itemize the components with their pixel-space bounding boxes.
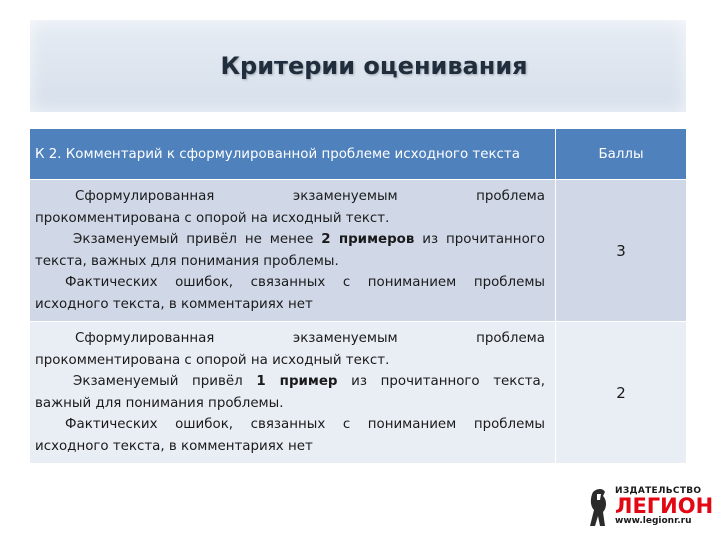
criterion-text: из прочитанного текста, важный для понимания проблемы. xyxy=(35,374,546,411)
criterion-header: К 2. Комментарий к сформулированной проблеме исходного текста xyxy=(30,129,556,180)
criterion-paragraph: Сформулированная экзаменуемым проблема прокомментирована с опорой на исходный текст. xyxy=(35,189,545,226)
criterion-text: из прочитанного текста, важных для понимания проблемы. xyxy=(35,232,545,269)
score-cell: 2 xyxy=(556,322,687,464)
criterion-emphasis: 2 примеров xyxy=(321,232,415,247)
score-header: Баллы xyxy=(556,129,687,180)
criterion-paragraph: Фактических ошибок, связанных с пониманием проблемы исходного текста, в комментариях нет xyxy=(35,275,545,312)
logo-url: www.legionr.ru xyxy=(615,516,692,526)
criterion-paragraph xyxy=(35,371,545,414)
table-row xyxy=(30,322,686,464)
logo-publisher: ИЗДАТЕЛЬСТВО xyxy=(615,486,702,496)
criterion-text: Экзаменуемый привёл xyxy=(73,374,257,389)
table-header-row xyxy=(30,129,686,180)
criteria-table xyxy=(30,129,686,464)
score-cell: 3 xyxy=(556,180,687,322)
legion-emblem-icon xyxy=(585,486,613,530)
publisher-logo xyxy=(585,486,714,530)
criterion-emphasis: 1 пример xyxy=(256,374,338,389)
criterion-cell xyxy=(30,322,556,464)
criterion-cell xyxy=(30,180,556,322)
title-banner xyxy=(30,20,686,112)
page-title: Критерии оценивания xyxy=(220,52,528,80)
criterion-paragraph: Фактических ошибок, связанных с пониманием проблемы исходного текста, в комментариях нет xyxy=(35,417,545,454)
criterion-text: Экзаменуемый привёл не менее xyxy=(73,232,322,247)
criterion-paragraph: Сформулированная экзаменуемым проблема прокомментирована с опорой на исходный текст. xyxy=(35,331,545,368)
table-row xyxy=(30,180,686,322)
logo-name: ЛЕГИОН xyxy=(615,494,714,518)
criterion-paragraph xyxy=(35,229,545,272)
